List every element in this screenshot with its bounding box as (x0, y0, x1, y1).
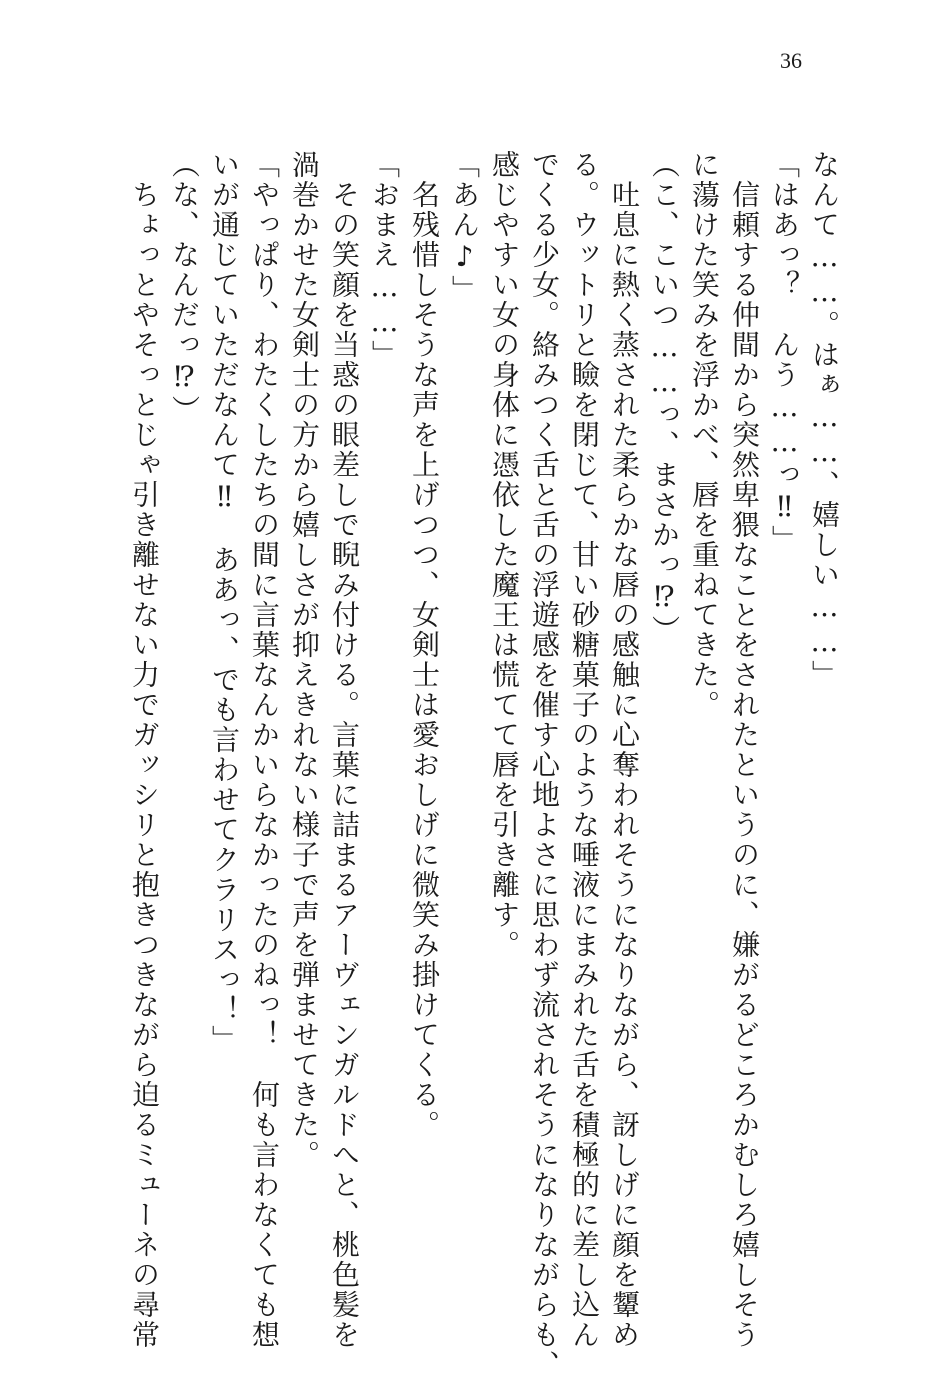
text-line: 「あん♪」 (448, 150, 481, 305)
page-number: 36 (780, 48, 802, 73)
text-line: いが通じていただなんて‼ ああっ、でも言わせてクラリスっ！」 (208, 150, 241, 1055)
body-text (104, 150, 844, 1380)
text-line: に蕩けた笑みを浮かべ、唇を重ねてきた。 (688, 150, 721, 720)
text-line: 名残惜しそうな声を上げつつ、女剣士は愛おしげに微笑み掛けてくる。 (408, 150, 441, 1140)
text-line: 「はあっ？ んう……っ‼」 (768, 150, 801, 555)
text-line: 「おまえ……」 (368, 150, 401, 370)
text-line: （な、なんだっ⁉） (168, 150, 201, 425)
text-line: 「やっぱり、わたくしたちの間に言葉なんかいらなかったのねっ！ 何も言わなくても想 (248, 150, 281, 1350)
text-line: 渦巻かせた女剣士の方から嬉しさが抑えきれない様子で声を弾ませてきた。 (288, 150, 321, 1170)
text-line: 信頼する仲間から突然卑猥なことをされたというのに、嫌がるどころかむしろ嬉しそう (728, 150, 761, 1350)
text-line: 感じやすい女の身体に憑依した魔王は慌てて唇を引き離す。 (488, 150, 521, 960)
text-line: なんて……。はぁ……、嬉しい……」 (808, 150, 841, 690)
text-line: （こ、こいつ……っ、まさかっ⁉） (648, 150, 681, 645)
text-line: でくる少女。絡みつく舌と舌の浮遊感を催す心地よさに思わず流されそうになりながらも、 (528, 150, 561, 1380)
text-line: その笑顔を当惑の眼差しで睨み付ける。言葉に詰まるアーヴェンガルドへと、桃色髪を (328, 150, 361, 1350)
text-line: る。ウットリと瞼を閉じて、甘い砂糖菓子のような唾液にまみれた舌を積極的に差し込ん (568, 150, 601, 1350)
text-line: ちょっとやそっとじゃ引き離せない力でガッシリと抱きつきながら迫るミューネの尋常 (128, 150, 161, 1350)
text-line: 吐息に熱く蒸された柔らかな唇の感触に心奪われそうになりながら、訝しげに顔を顰め (608, 150, 641, 1350)
